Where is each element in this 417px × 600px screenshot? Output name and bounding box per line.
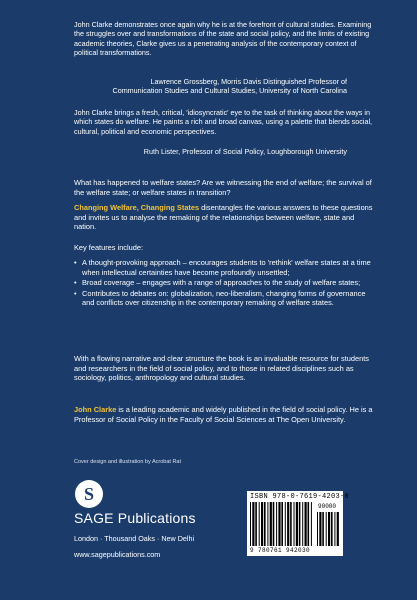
svg-text:S: S xyxy=(83,484,95,504)
isbn-barcode xyxy=(247,491,350,556)
publisher-url[interactable]: www.sagepublications.com xyxy=(74,550,161,559)
review-1-text: John Clarke demonstrates once again why he is at the forefront of cultural studies. Examining the struggles over and transformations of the state and social policy, and the limits of existing academic theories, Clarke gives us a penetrating analysis of the contemporary context of political transformations. xyxy=(74,20,372,58)
barcode-stripe xyxy=(255,502,257,546)
barcode-stripe xyxy=(285,502,286,546)
barcode-stripe xyxy=(296,502,298,546)
barcode-stripe xyxy=(294,502,295,546)
book-title: Changing Welfare, Changing States xyxy=(74,203,200,212)
review-1-attribution-line2: Communication Studies and Cultural Studies, University of North Carolina xyxy=(112,86,347,96)
sage-logo-icon xyxy=(74,479,104,509)
barcode-stripe xyxy=(334,512,335,546)
barcode-stripe xyxy=(252,502,254,546)
publisher-cities: London · Thousand Oaks · New Delhi xyxy=(74,534,195,543)
review-2-text: John Clarke brings a fresh, critical, 'idiosyncratic' eye to the task of thinking about the ways in which states do welfare. He paints a rich and broad canvas, using a palette that blends social, cultural, political and economic perspectives. xyxy=(74,108,373,136)
feature-item: • A thought-provoking approach – encourages students to 'rethink' welfare states at a time when intellectual certainties have become profoundly unsettled; xyxy=(74,258,374,277)
review-2-attribution-line1: Ruth Lister, Professor of Social Policy, Loughborough University xyxy=(143,147,347,156)
author-name: John Clarke xyxy=(74,405,117,414)
ean-digits: 9 780761 942030 xyxy=(250,547,311,554)
barcode-stripe xyxy=(290,502,292,546)
intro-text: disentangles the various answers to these questions and invites us to analyse the remaking of the relationships between welfare, state and nation. xyxy=(74,203,373,232)
barcode-stripe xyxy=(337,512,339,546)
questions-paragraph: What has happened to welfare states? Are we witnessing the end of welfare; the survival of the welfare state; or welfare states in transition? xyxy=(74,178,372,197)
barcode-stripe xyxy=(305,502,307,546)
barcode-stripe xyxy=(331,512,333,546)
publisher-name: SAGE Publications xyxy=(74,510,196,526)
review-1-attribution xyxy=(113,77,348,96)
barcode-stripe xyxy=(250,502,251,546)
feature-item: • Broad coverage – engages with a range of approaches to the study of welfare states; xyxy=(74,278,374,288)
barcode-stripe xyxy=(311,502,312,546)
barcode-stripe xyxy=(328,512,330,546)
features-list xyxy=(74,258,374,309)
barcode-stripe xyxy=(281,502,283,546)
barcode-stripe xyxy=(267,502,268,546)
barcode-stripe xyxy=(273,502,275,546)
review-1-attribution-line1: Lawrence Grossberg, Morris Davis Distinguished Professor of xyxy=(150,77,347,86)
barcode-stripe xyxy=(278,502,280,546)
addon-price-code: 90000 xyxy=(318,503,337,510)
barcode-stripe xyxy=(276,502,277,546)
intro-paragraph xyxy=(74,203,374,232)
author-paragraph xyxy=(74,405,374,424)
review-2-attribution xyxy=(144,147,347,156)
barcode-stripe xyxy=(322,512,324,546)
barcode-stripe xyxy=(308,502,310,546)
barcode-stripe xyxy=(319,512,321,546)
barcode-stripe xyxy=(317,512,318,546)
barcode-stripe xyxy=(261,502,263,546)
author-bio: is a leading academic and widely published in the field of social policy. He is a Professor of Social Policy in the Faculty of Social Sciences at The Open University. xyxy=(74,405,373,424)
barcode-stripe xyxy=(287,502,289,546)
cover-credit: Cover design and illustration by Acrobat Rat xyxy=(74,459,182,465)
review-2 xyxy=(74,108,374,136)
features-heading: Key features include: xyxy=(74,243,144,252)
barcode-stripe xyxy=(326,512,327,546)
review-1 xyxy=(74,20,374,58)
barcode-stripe xyxy=(259,502,260,546)
barcode-stripe xyxy=(299,502,301,546)
isbn-label: ISBN 978-0-7619-4203-0 xyxy=(250,493,350,501)
barcode-stripe xyxy=(264,502,266,546)
summary-paragraph: With a flowing narrative and clear structure the book is an invaluable resource for students and researchers in the field of social policy, and to those in related disciplines such as sociology, politics, anthropology and cultural studies. xyxy=(74,354,369,383)
addon-barcode-bars xyxy=(317,512,339,546)
barcode-stripe xyxy=(270,502,272,546)
feature-item: • Contributes to debates on: globalization, neo-liberalism, changing forms of governance and conflicts over citizenship in the contemporary remaking of welfare states. xyxy=(74,289,374,308)
ean-barcode-bars xyxy=(250,502,314,546)
barcode-stripe xyxy=(302,502,303,546)
